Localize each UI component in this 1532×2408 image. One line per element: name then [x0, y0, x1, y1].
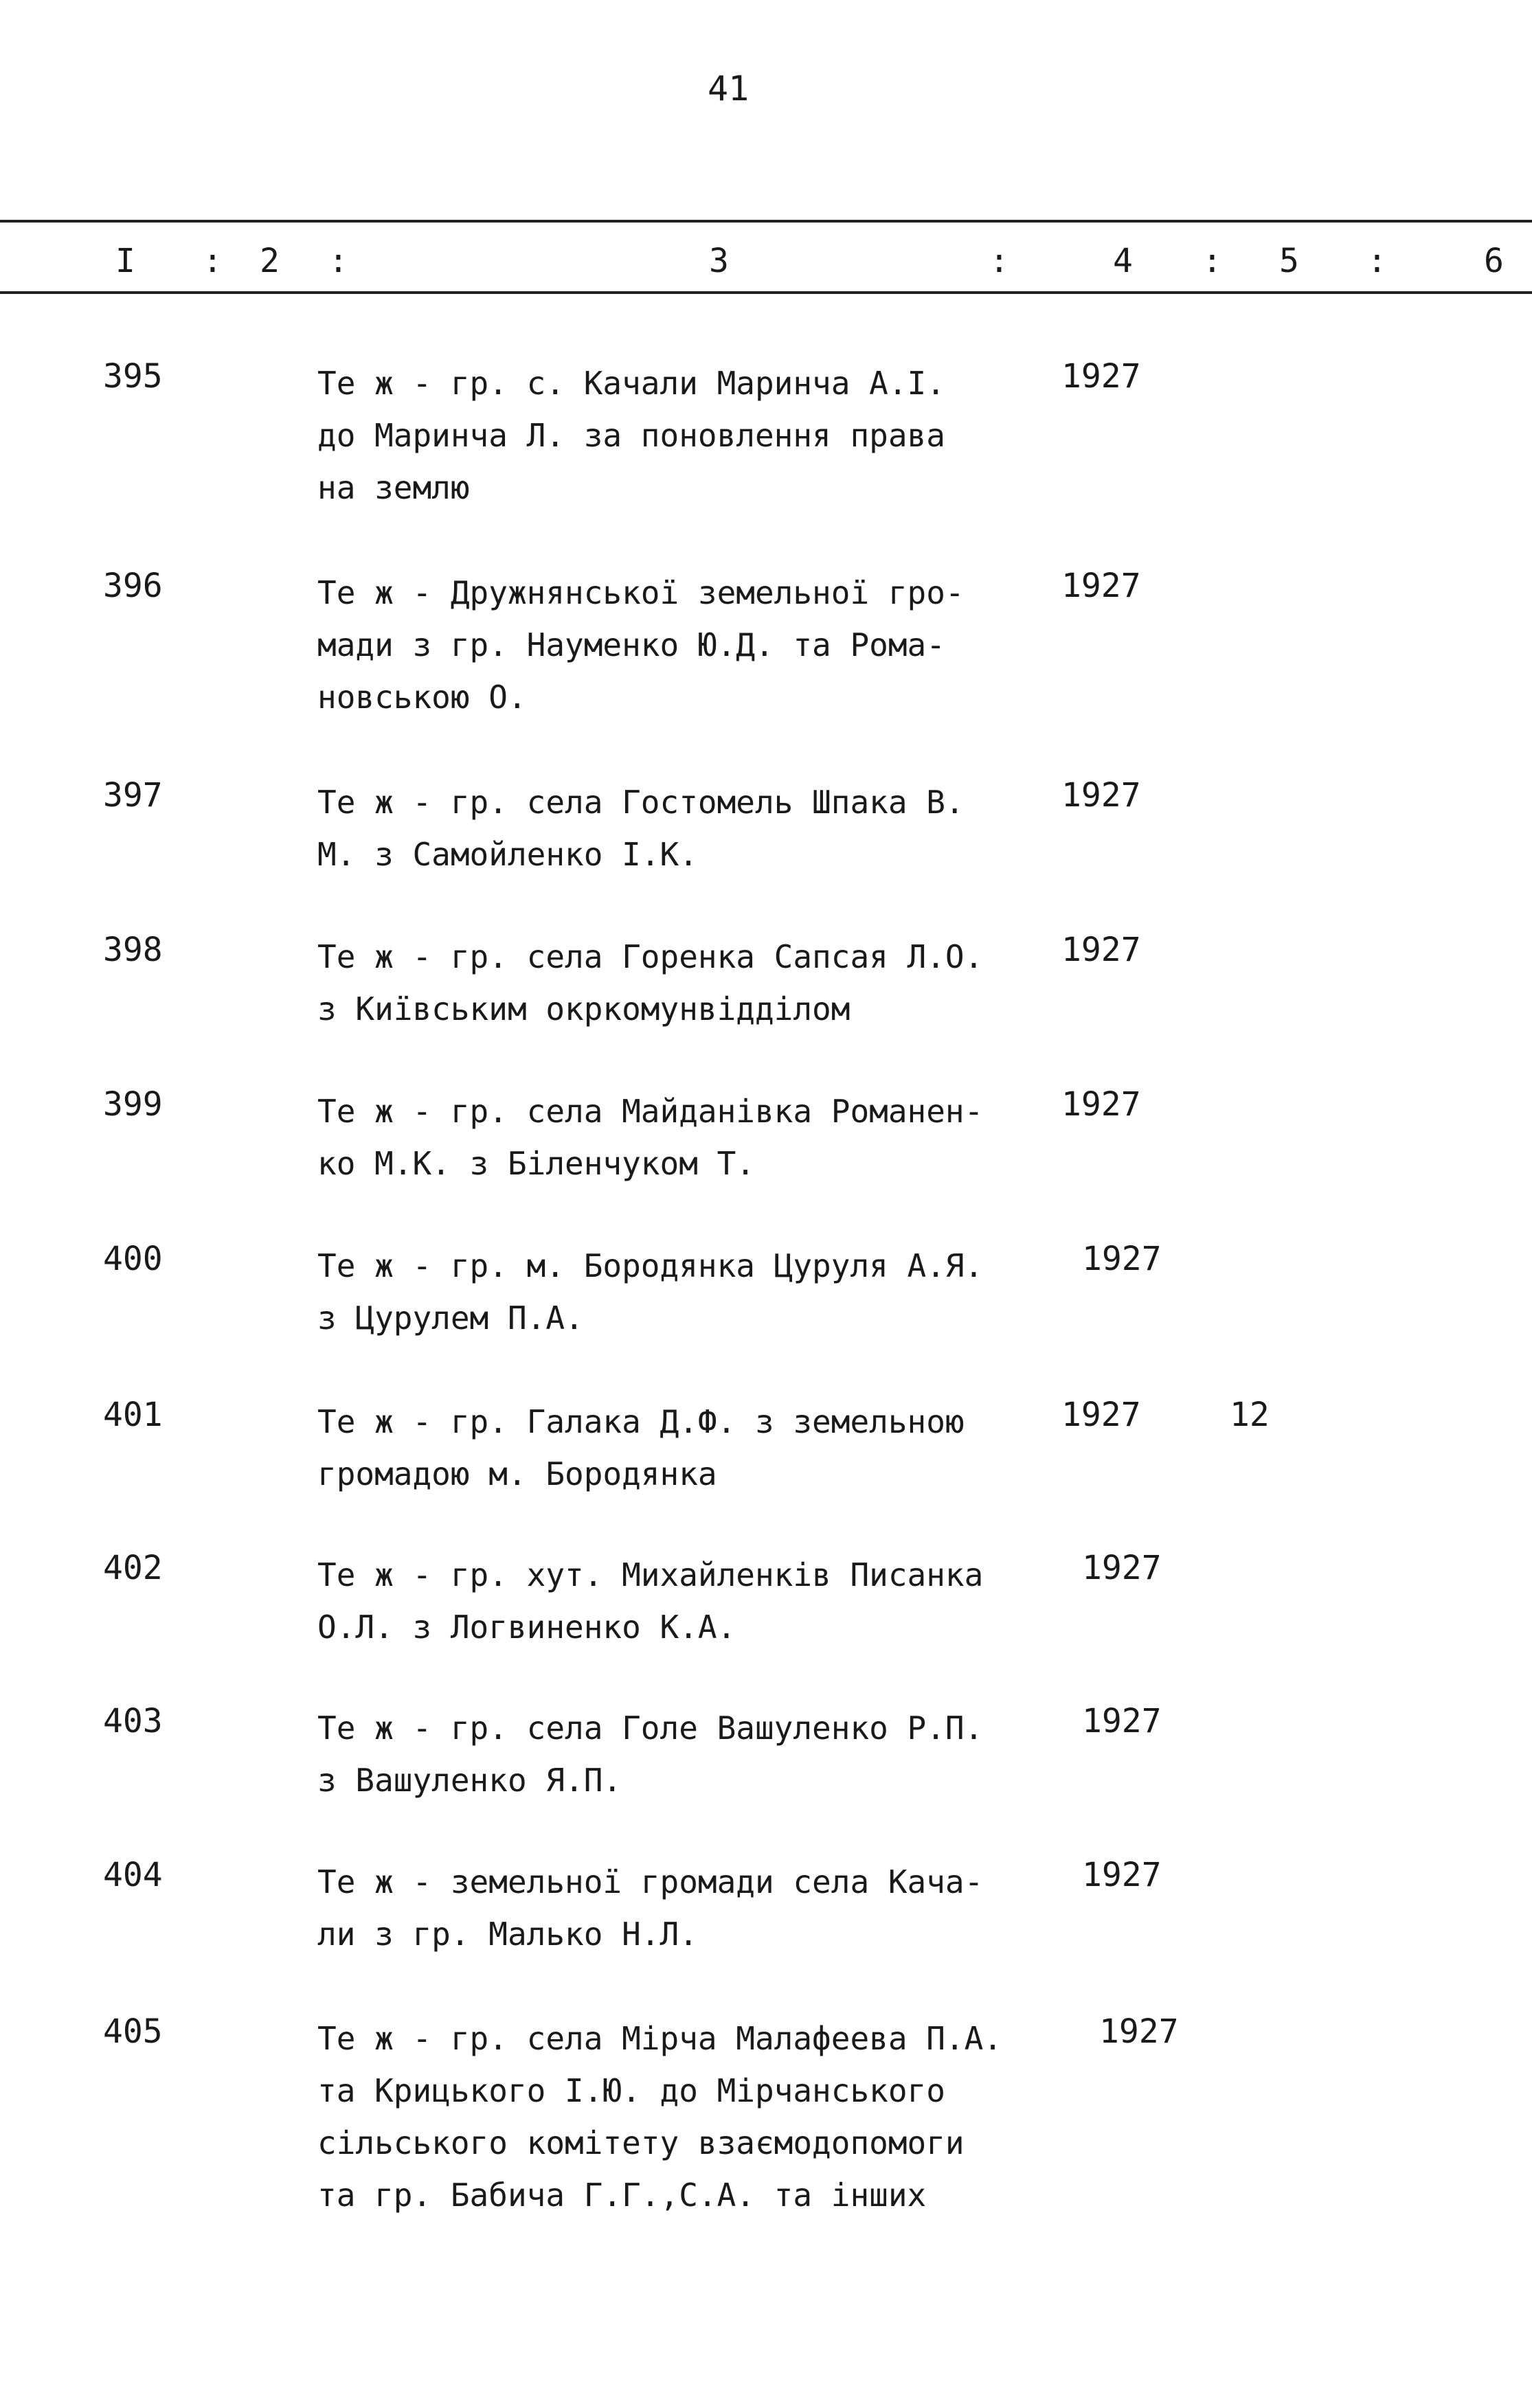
record-year: 1927: [1082, 1240, 1162, 1278]
record-number: 397: [103, 776, 163, 815]
record-description: Те ж - гр. м. Бородянка Цуруля А.Я. з Цурулем П.А.: [317, 1247, 984, 1337]
column-header-2: 2: [260, 242, 280, 280]
column-header-5: 5: [1279, 242, 1299, 280]
column-separator: :: [1202, 242, 1222, 280]
header-top-rule: [0, 220, 1532, 223]
record-description: Те ж - гр. села Горенка Сапсая Л.О. з Київським окркомунвідділом: [317, 938, 984, 1027]
record-year: 1927: [1061, 567, 1141, 605]
record-description: Те ж - гр. села Голе Вашуленко Р.П. з Вашуленко Я.П.: [317, 1710, 984, 1799]
record-number: 404: [103, 1856, 163, 1894]
record-year: 1927: [1099, 2012, 1179, 2051]
column-separator: :: [1367, 242, 1387, 280]
column-header-1: I: [115, 242, 135, 280]
record-number: 401: [103, 1396, 163, 1434]
column-header-6: 6: [1484, 242, 1504, 280]
record-description: Те ж - гр. села Майданівка Романен- ко М.К. з Біленчуком Т.: [317, 1093, 984, 1182]
record-year: 1927: [1061, 776, 1141, 815]
record-year: 1927: [1082, 1702, 1162, 1740]
column-header-row: [0, 242, 1532, 283]
record-number: 399: [103, 1085, 163, 1124]
record-year: 1927: [1061, 357, 1141, 396]
page-number: 41: [708, 69, 750, 109]
record-year: 1927: [1082, 1856, 1162, 1894]
record-description: Те ж - Дружнянської земельної гро- мади з гр. Науменко Ю.Д. та Рома- новською О.: [317, 574, 965, 716]
record-year: 1927: [1061, 1396, 1141, 1434]
column-header-4: 4: [1113, 242, 1133, 280]
record-number: 395: [103, 357, 163, 396]
record-year: 1927: [1061, 1085, 1141, 1124]
record-number: 402: [103, 1549, 163, 1587]
record-description: Те ж - гр. села Мірча Малафеева П.А. та Крицького І.Ю. до Мірчанського сільського комітету взаємодопомоги та гр. Бабича Г.Г.,С.А. та інших: [317, 2020, 1002, 2214]
record-year: 1927: [1061, 931, 1141, 969]
column-separator: :: [328, 242, 348, 280]
record-description: Те ж - гр. с. Качали Маринча А.І. до Маринча Л. за поновлення права на землю: [317, 365, 945, 506]
column-separator: :: [203, 242, 223, 280]
record-number: 403: [103, 1702, 163, 1740]
record-sheets-count: 12: [1230, 1396, 1270, 1434]
record-year: 1927: [1082, 1549, 1162, 1587]
record-number: 396: [103, 567, 163, 605]
record-description: Те ж - гр. хут. Михайленків Писанка О.Л. з Логвиненко К.А.: [317, 1556, 984, 1646]
record-description: Те ж - земельної громади села Кача- ли з гр. Малько Н.Л.: [317, 1863, 984, 1953]
record-number: 405: [103, 2012, 163, 2051]
column-separator: :: [989, 242, 1009, 280]
record-description: Те ж - гр. села Гостомель Шпака В. М. з Самойленко І.К.: [317, 784, 965, 873]
record-number: 398: [103, 931, 163, 969]
header-bottom-rule: [0, 291, 1532, 294]
column-header-3: 3: [709, 242, 729, 280]
record-description: Те ж - гр. Галака Д.Ф. з земельною громадою м. Бородянка: [317, 1403, 965, 1492]
record-number: 400: [103, 1240, 163, 1278]
